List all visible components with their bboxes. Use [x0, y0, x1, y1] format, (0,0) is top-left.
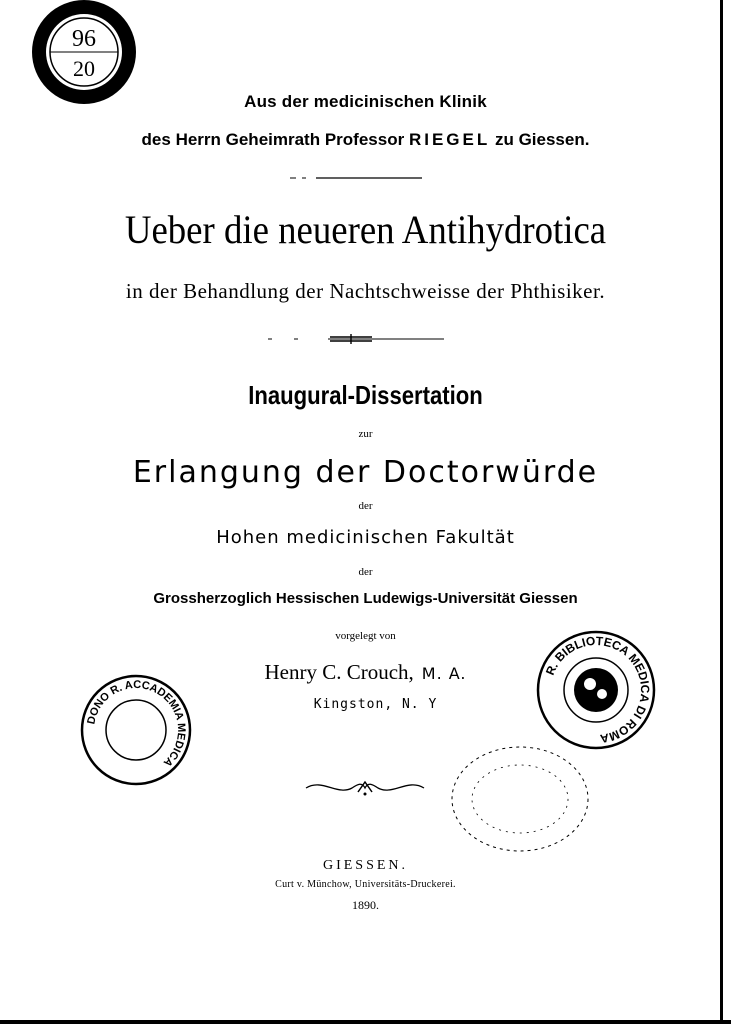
author-name: Henry C. Crouch, [264, 660, 414, 684]
right-stamp-ring-text: R. BIBLIOTECA MEDICA DI ROMA [542, 633, 653, 746]
author-place: Kingston, N. Y [313, 697, 438, 712]
word-der-1: der [358, 500, 373, 512]
degree-purpose: Erlangung der Doctorwürde [132, 455, 599, 490]
presented-by: vorgelegt von [335, 630, 396, 642]
header-line-2 [0, 130, 731, 150]
ornamental-divider-2 [302, 778, 428, 798]
dissertation-heading: Inaugural-Dissertation [248, 380, 483, 410]
rule-divider-1 [290, 175, 430, 181]
document-subtitle: in der Behandlung der Nachtschweisse der Phthisiker. [125, 279, 606, 303]
biblioteca-medica-stamp [532, 628, 660, 752]
document-title: Ueber die neueren Antihydrotica [124, 207, 607, 252]
header-line-1: Aus der medicinischen Klinik [244, 92, 487, 111]
word-zur: zur [358, 428, 373, 440]
university-name: Grossherzoglich Hessischen Ludewigs-Universität Giessen [153, 590, 578, 607]
professor-name: RIEGEL [408, 130, 491, 149]
accademia-medica-stamp [74, 672, 198, 790]
scan-edge-bottom [0, 1020, 731, 1024]
stamp-number-2: 20 [73, 56, 95, 81]
imprint-printer: Curt v. Münchow, Universitäts-Druckerei. [275, 879, 456, 890]
left-stamp-ring-text: DONO R. ACCADEMIA MEDICA [85, 678, 188, 769]
author-degree: M. A. [421, 664, 467, 683]
word-der-2: der [358, 566, 373, 578]
ornamental-divider-1 [268, 334, 448, 344]
faint-stamp [446, 742, 594, 856]
header-line-2-post: zu Giessen. [494, 130, 590, 149]
header-line-2-pre: des Herrn Geheimrath Professor [141, 130, 405, 149]
imprint-city: GIESSEN. [322, 858, 409, 873]
stamp-number-1: 96 [72, 26, 96, 52]
faculty-name: Hohen medicinischen Fakultät [216, 527, 515, 548]
imprint-year: 1890. [352, 898, 379, 912]
